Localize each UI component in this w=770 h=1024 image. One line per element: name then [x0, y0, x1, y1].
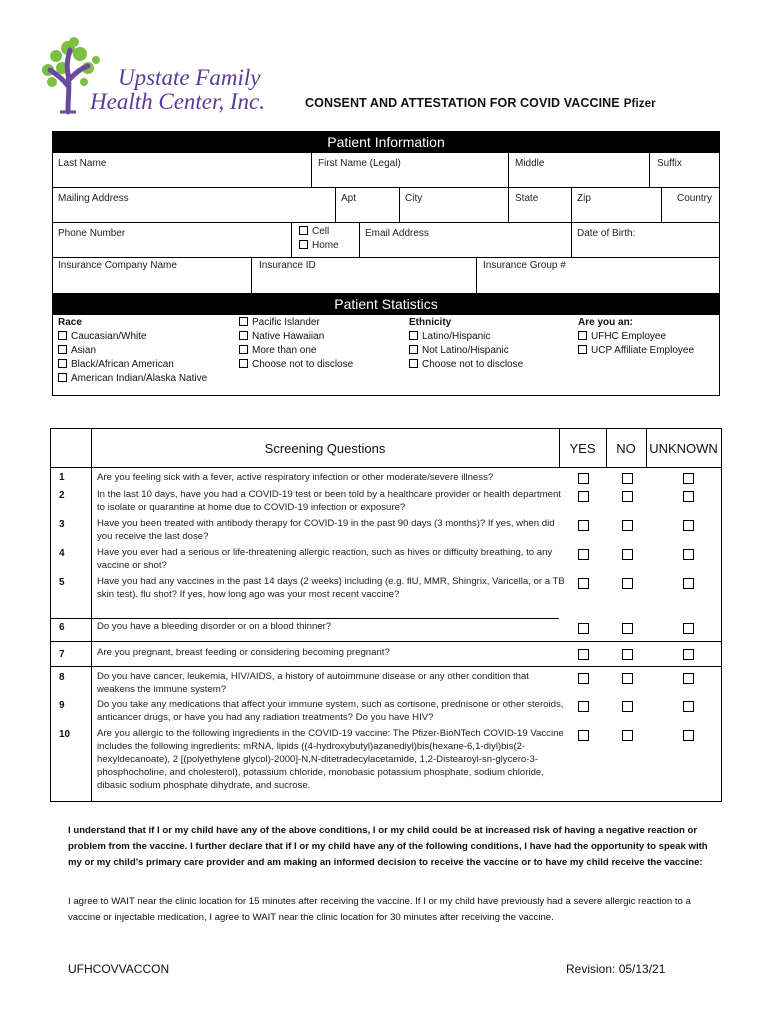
- screening-title: Screening Questions: [264, 441, 386, 456]
- ethnicity-option[interactable]: Latino/Hispanic: [409, 330, 523, 344]
- employee-group: [578, 316, 694, 358]
- answer-unknown-checkbox-q7[interactable]: [683, 649, 694, 660]
- question-text: Are you pregnant, breast feeding or considering becoming pregnant?: [97, 647, 390, 658]
- answer-no-checkbox-q7[interactable]: [622, 649, 633, 660]
- answer-no-checkbox-q8[interactable]: [622, 673, 633, 684]
- checkbox-icon[interactable]: [299, 240, 308, 249]
- insurance-id-field[interactable]: Insurance ID: [259, 260, 316, 271]
- patient-statistics-header: Patient Statistics: [52, 293, 720, 315]
- insurance-company-field[interactable]: Insurance Company Name: [58, 260, 177, 271]
- race-option[interactable]: Asian: [58, 344, 207, 358]
- answer-unknown-checkbox-q10[interactable]: [683, 730, 694, 741]
- question-text: In the last 10 days, have you had a COVID-19 test or been told by a healthcare provider or health department to isolate or quarantine at home due to COVID-19 infection or exposure?: [97, 489, 561, 513]
- brand-text: Pfizer: [623, 98, 656, 110]
- race-group-2: [239, 316, 353, 372]
- question-text: Have you ever had a serious or life-threatening allergic reaction, such as hives or difficulty breathing, to any vaccine or shot?: [97, 547, 553, 571]
- question-text: Have you been treated with antibody therapy for COVID-19 in the past 90 days (3 months)? If yes, when did you receive the last dose?: [97, 518, 555, 542]
- answer-yes-checkbox-q5[interactable]: [578, 578, 589, 589]
- answer-unknown-checkbox-q2[interactable]: [683, 491, 694, 502]
- checkbox-icon[interactable]: [58, 373, 67, 382]
- apt-field[interactable]: Apt: [341, 193, 357, 204]
- phone-type-home[interactable]: Home: [299, 239, 339, 253]
- race-group: [58, 316, 207, 386]
- answer-no-checkbox-q4[interactable]: [622, 549, 633, 560]
- patient-information-header: Patient Information: [52, 131, 720, 153]
- date-of-birth-field[interactable]: Date of Birth:: [577, 228, 636, 239]
- checkbox-icon[interactable]: [578, 345, 587, 354]
- employee-label: Are you an:: [578, 317, 634, 328]
- answer-no-checkbox-q2[interactable]: [622, 491, 633, 502]
- checkbox-icon[interactable]: [239, 317, 248, 326]
- answer-no-checkbox-q10[interactable]: [622, 730, 633, 741]
- answer-yes-checkbox-q6[interactable]: [578, 623, 589, 634]
- mailing-address-field[interactable]: Mailing Address: [58, 193, 129, 204]
- first-name-field[interactable]: First Name (Legal): [318, 158, 401, 169]
- patient-statistics-grid: [52, 315, 720, 396]
- question-text: Have you had any vaccines in the past 14 days (2 weeks) including (e.g. flU, MMR, Shingrix, Varicella, or a TB skin test). flu shot? If yes, how long ago was your most recent vaccine?: [97, 576, 565, 600]
- checkbox-icon[interactable]: [409, 359, 418, 368]
- suffix-field[interactable]: Suffix: [657, 158, 682, 169]
- answer-yes-checkbox-q8[interactable]: [578, 673, 589, 684]
- employee-option[interactable]: UCP Affiliate Employee: [578, 344, 694, 358]
- answer-unknown-checkbox-q5[interactable]: [683, 578, 694, 589]
- answer-yes-checkbox-q1[interactable]: [578, 473, 589, 484]
- race-option[interactable]: American Indian/Alaska Native: [58, 372, 207, 386]
- checkbox-icon[interactable]: [239, 345, 248, 354]
- checkbox-icon[interactable]: [58, 359, 67, 368]
- checkbox-icon[interactable]: [239, 331, 248, 340]
- answer-yes-checkbox-q9[interactable]: [578, 701, 589, 712]
- question-text: Are you allergic to the following ingredients in the COVID-19 vaccine: The Pfizer-BioNTech COVID-19 Vaccine includes the following ingredients: mRNA, lipids ((4-hydroxybutyl)azanediyl)bis(hexane-6,1-diyl)bis(2-hexyldecanoate), 2 [(polyethylene glycol)-2000]-N,N-ditetradecylacetamide, 1,2-Distearoyl-sn-glycero-3- phosphocholine, and cholesterol), potassium chloride, monobasic potassium phosphate, sodium chloride, dibasic sodium phosphate dihydrate, and sucrose.: [97, 728, 564, 791]
- race-option[interactable]: More than one: [239, 344, 353, 358]
- answer-unknown-checkbox-q9[interactable]: [683, 701, 694, 712]
- answer-unknown-checkbox-q1[interactable]: [683, 473, 694, 484]
- race-option[interactable]: Caucasian/White: [58, 330, 207, 344]
- ethnicity-option[interactable]: Not Latino/Hispanic: [409, 344, 523, 358]
- answer-yes-checkbox-q2[interactable]: [578, 491, 589, 502]
- answer-unknown-checkbox-q6[interactable]: [683, 623, 694, 634]
- document-title: [305, 96, 656, 110]
- answer-unknown-checkbox-q8[interactable]: [683, 673, 694, 684]
- question-text: Do you have cancer, leukemia, HIV/AIDS, a history of autoimmune disease or any other condition that weakens the immune system?: [97, 671, 529, 695]
- checkbox-icon[interactable]: [239, 359, 248, 368]
- country-field[interactable]: Country: [677, 193, 713, 204]
- screening-table: Screening Questions YES NO UNKNOWN 1 Are you feeling sick with a fever, active respiratory infection or other moderate/severe illness? 2 In the last 10 days, have you had a COVID-19 test or been told by a healthcare provider or health department to isolate or quarantine at home due to COVID-19 infection or exposure? 3 Have you been treated with antibody therapy for COVID-19 in the past 90 days (3 months)? If yes, when did you receive the last dose? 4 Have you ever had a serious or life-threatening allergic reaction, such as hives or difficulty breathing, to any vaccine or shot? 5 Have you had any vaccines in the past 14 days (2 weeks) including (e.g. flU, MMR, Shingrix, Varicella, or a TB skin test). flu shot? If yes, how long ago was your most recent vaccine? 6 Do you have a bleeding disorder or on a blood thinner? 7 Are you pregnant, breast feeding or considering becoming pregnant? 8 Do you have cancer, leukemia, HIV/AIDS, a history of autoimmune disease or any other condition that weakens the immune system? 9 Do you take any medications that affect your immune system, such as cortisone, prednisone or other steroids, anticancer drugs, or have you had any radiation treatments? Do you have HIV? 10 Are you allergic to the following ingredients in the COVID-19 vaccine: The Pfizer-BioNTech COVID-19 Vaccine includes the following ingredients: mRNA, lipids ((4-hydroxybutyl)azanediyl)bis(hexane-6,1-diyl)bis(2-hexyldecanoate), 2 [(polyethylene glycol)-2000]-N,N-ditetradecylacetamide, 1,2-Distearoyl-sn-glycero-3- phosphocholine, and cholesterol), potassium chloride, monobasic potassium phosphate, sodium chloride, dibasic sodium phosphate dihydrate, and sucrose.: [50, 428, 722, 802]
- phone-type-cell[interactable]: Cell: [299, 225, 329, 239]
- employee-option[interactable]: UFHC Employee: [578, 330, 694, 344]
- org-name-line2: Health Center, Inc.: [90, 89, 266, 114]
- state-field[interactable]: State: [515, 193, 539, 204]
- checkbox-icon[interactable]: [409, 345, 418, 354]
- last-name-field[interactable]: Last Name: [58, 158, 107, 169]
- answer-yes-checkbox-q3[interactable]: [578, 520, 589, 531]
- insurance-group-field[interactable]: Insurance Group #: [483, 260, 566, 271]
- checkbox-icon[interactable]: [299, 226, 308, 235]
- race-option[interactable]: Black/African American: [58, 358, 207, 372]
- form-code: UFHCOVVACCON: [68, 962, 170, 976]
- patient-information-grid: [52, 153, 720, 293]
- wait-statement: I agree to WAIT near the clinic location for 15 minutes after receiving the vaccine. If I or my child have previously had a severe allergic reaction to a vaccine or injectable medication, I agree to WAIT near the clinic location for 30 minutes after receiving the vaccine.: [68, 896, 691, 923]
- zip-field[interactable]: Zip: [577, 193, 591, 204]
- race-label: Race: [58, 317, 82, 328]
- checkbox-icon[interactable]: [578, 331, 587, 340]
- checkbox-icon[interactable]: [409, 331, 418, 340]
- yes-header: YES: [569, 441, 596, 456]
- answer-unknown-checkbox-q3[interactable]: [683, 520, 694, 531]
- org-name-line1: Upstate Family: [118, 65, 261, 90]
- no-header: NO: [616, 441, 636, 456]
- answer-yes-checkbox-q7[interactable]: [578, 649, 589, 660]
- question-text: Are you feeling sick with a fever, active respiratory infection or other moderate/severe illness?: [97, 472, 494, 483]
- city-field[interactable]: City: [405, 193, 423, 204]
- phone-number-field[interactable]: Phone Number: [58, 228, 126, 239]
- answer-yes-checkbox-q4[interactable]: [578, 549, 589, 560]
- organization-logo: [38, 34, 288, 116]
- answer-no-checkbox-q9[interactable]: [622, 701, 633, 712]
- ethnicity-label: Ethnicity: [409, 317, 452, 328]
- middle-name-field[interactable]: Middle: [515, 158, 545, 169]
- revision-date: Revision: 05/13/21: [566, 962, 666, 976]
- race-option[interactable]: Pacific Islander: [239, 316, 353, 330]
- email-address-field[interactable]: Email Address: [365, 228, 429, 239]
- checkbox-icon[interactable]: [58, 331, 67, 340]
- question-text: Do you take any medications that affect your immune system, such as cortisone, prednisone or other steroids, anticancer drugs, or have you had any radiation treatments? Do you have HIV?: [97, 699, 564, 723]
- ethnicity-option[interactable]: Choose not to disclose: [409, 358, 523, 372]
- answer-no-checkbox-q6[interactable]: [622, 623, 633, 634]
- race-option[interactable]: Native Hawaiian: [239, 330, 353, 344]
- checkbox-icon[interactable]: [58, 345, 67, 354]
- answer-no-checkbox-q5[interactable]: [622, 578, 633, 589]
- answer-no-checkbox-q3[interactable]: [622, 520, 633, 531]
- race-option[interactable]: Choose not to disclose: [239, 358, 353, 372]
- ethnicity-group: [409, 316, 523, 372]
- answer-unknown-checkbox-q4[interactable]: [683, 549, 694, 560]
- title-text: CONSENT AND ATTESTATION FOR COVID VACCINE: [305, 96, 620, 110]
- answer-yes-checkbox-q10[interactable]: [578, 730, 589, 741]
- answer-no-checkbox-q1[interactable]: [622, 473, 633, 484]
- consent-statement: I understand that if I or my child have any of the above conditions, I or my child could be at increased risk of having a negative reaction or problem from the vaccine. I further declare that if I or my child have any of the following conditions, I have had the opportunity to speak with my or my child's primary care provider and am making an informed decision to receive the vaccine or to have my child receive the vaccine:: [68, 825, 708, 868]
- unknown-header: UNKNOWN: [649, 441, 718, 456]
- question-text: Do you have a bleeding disorder or on a blood thinner?: [97, 621, 332, 632]
